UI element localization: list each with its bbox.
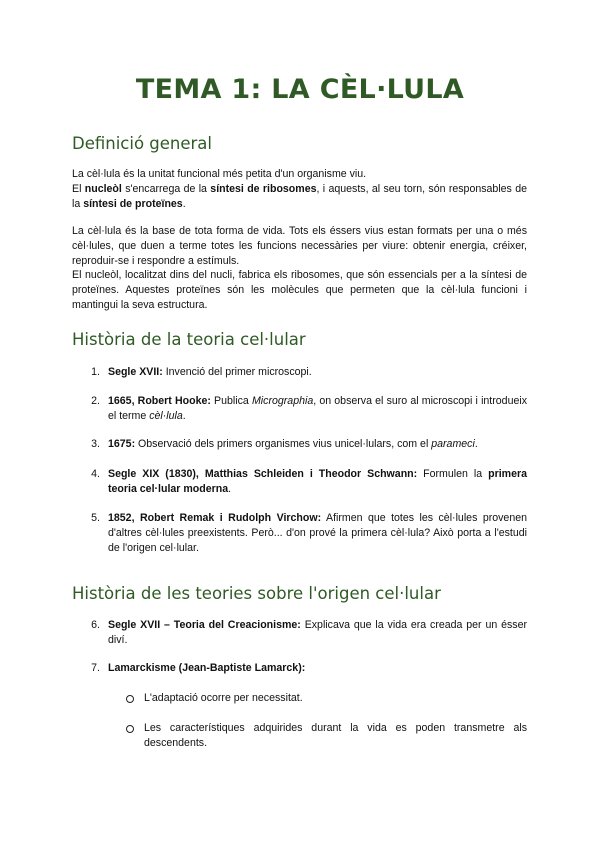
section-heading-origen: Història de les teories sobre l'origen cel·lular [72, 584, 441, 603]
paragraph-line: La cèl·lula és la unitat funcional més petita d'un organisme viu. [72, 168, 367, 180]
hollow-bullet-icon [126, 725, 134, 733]
list-number: 4. [91, 468, 100, 480]
section-heading-historia: Història de la teoria cel·lular [72, 330, 306, 349]
list-number: 5. [91, 512, 100, 524]
list-item-text: 1675: Observació dels primers organismes vius unicel·lulars, com el parameci. [108, 438, 478, 450]
section-heading-definicio: Definició general [72, 134, 213, 153]
list-item-text: 1665, Robert Hooke: Publica Micrographia, on observa el suro al microscopi i introdueix el terme cèl·lula. [108, 395, 527, 422]
paragraph-definicio-1 [72, 167, 527, 212]
paragraph-definicio-3: El nucleòl, localitzat dins del nucli, fabrica els ribosomes, que són essencials per a la síntesi de proteïnes. Aquestes proteïnes són les molècules que permeten que la cèl·lula funcioni i mantingui la seva estructura. [72, 269, 527, 311]
list-number: 1. [91, 366, 100, 378]
list-number: 7. [91, 662, 100, 674]
list-number: 3. [91, 438, 100, 450]
sub-list-item-text: Les característiques adquirides durant la vida es poden transmetre als descendents. [144, 722, 527, 749]
page-title: TEMA 1: LA CÈL·LULA [135, 74, 465, 105]
paragraph-line: El nucleòl s'encarrega de la síntesi de ribosomes, i aquests, al seu torn, són responsables de la síntesi de proteïnes. [72, 183, 527, 210]
paragraph-definicio-2: La cèl·lula és la base de tota forma de vida. Tots els éssers vius estan formats per una o més cèl·lules, que duen a terme totes les funcions necessàries per viure: obtenir energia, créixer, reproduir-se i respondre a estímuls. [72, 225, 527, 267]
hollow-bullet-icon [126, 695, 134, 703]
list-number: 2. [91, 395, 100, 407]
list-item-text: Lamarckisme (Jean-Baptiste Lamarck): [108, 662, 306, 674]
list-item-text: Segle XVII – Teoria del Creacionisme: Explicava que la vida era creada per un ésser diví. [108, 619, 528, 646]
list-item-text: 1852, Robert Remak i Rudolph Virchow: Afirmen que totes les cèl·lules provenen d'altres cèl·lules preexistents. Però... d'on prové la primera cèl·lula? Això porta a l'estudi de l'origen cel·lular. [108, 512, 528, 554]
list-item-text: Segle XIX (1830), Matthias Schleiden i Theodor Schwann: Formulen la primera teoria cel·lular moderna. [108, 468, 527, 495]
list-item-text: Segle XVII: Invenció del primer microscopi. [108, 366, 312, 378]
list-number: 6. [91, 619, 100, 631]
sub-list-item-text: L'adaptació ocorre per necessitat. [144, 692, 303, 704]
